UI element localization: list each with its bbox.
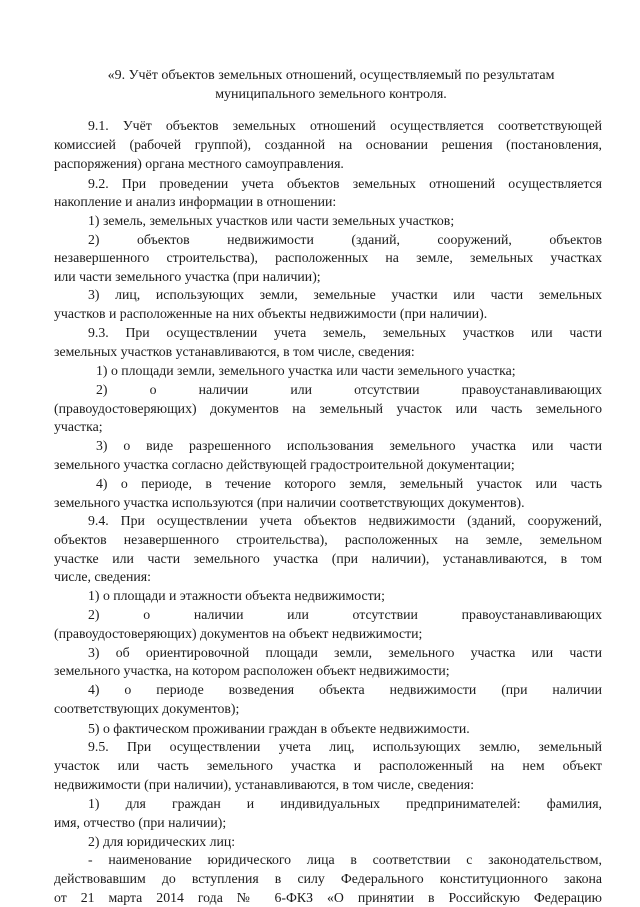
- text-line: комиссией (рабочей группой), созданной на основании решения (постановления,: [54, 137, 602, 152]
- text-line: (правоудостоверяющих) документов на объект недвижимости;: [54, 626, 423, 641]
- text-line: 9.3. При осуществлении учета земель, земельных участков или части: [88, 325, 602, 340]
- text-line: от 21 марта 2014 года № 6-ФКЗ «О принятии в Российскую Федерацию: [54, 890, 602, 905]
- text-line: 4) о периоде возведения объекта недвижимости (при наличии: [88, 682, 602, 697]
- text-line: 5) о фактическом проживании граждан в объекте недвижимости.: [88, 721, 470, 736]
- text-line: 3) о виде разрешенного использования земельного участка или части: [96, 438, 602, 453]
- text-line: 9.5. При осуществлении учета лиц, использующих землю, земельный: [88, 739, 602, 754]
- text-line: объектов незавершенного строительства), расположенных на земле, земельном: [54, 532, 602, 547]
- text-line: 1) земель, земельных участков или части земельных участков;: [88, 213, 455, 228]
- text-line: незавершенного строительства), расположенных на земле, земельных участках: [54, 250, 602, 265]
- text-line: 1) о площади земли, земельного участка или части земельного участка;: [96, 363, 516, 378]
- text-line: 2) о наличии или отсутствии правоустанавливающих: [96, 382, 602, 397]
- text-line: земельного участка, на котором расположен объект недвижимости;: [54, 663, 450, 678]
- text-line: земельных участков устанавливаются, в том числе, сведения:: [54, 344, 415, 359]
- text-line: 3) лиц, использующих земли, земельные участки или части земельных: [88, 287, 602, 302]
- text-line: имя, отчество (при наличии);: [54, 815, 227, 830]
- text-line: 2) для юридических лиц:: [88, 834, 236, 849]
- text-line: 3) об ориентировочной площади земли, земельного участка или части: [88, 645, 602, 660]
- text-line: участке или части земельного участка (при наличии), устанавливаются, в том: [54, 551, 602, 566]
- section-heading: [60, 66, 602, 104]
- text-line: 2) о наличии или отсутствии правоустанавливающих: [88, 607, 602, 622]
- text-line: (правоудостоверяющих) документов на земельный участок или часть земельного: [54, 401, 602, 416]
- text-line: участков и расположенные на них объекты недвижимости (при наличии).: [54, 306, 488, 321]
- text-line: участка;: [54, 419, 103, 434]
- text-line: недвижимости (при наличии), устанавливаются, в том числе, сведения:: [54, 777, 475, 792]
- text-line: 9.1. Учёт объектов земельных отношений осуществляется соответствующей: [88, 118, 602, 133]
- text-line: 2) объектов недвижимости (зданий, сооружений, объектов: [88, 232, 602, 247]
- text-line: 9.2. При проведении учета объектов земельных отношений осуществляется: [88, 176, 602, 191]
- text-line: числе, сведения:: [54, 569, 151, 584]
- text-line: участок или часть земельного участка и расположенный на нем объект: [54, 758, 602, 773]
- section-heading-line-1: «9. Учёт объектов земельных отношений, осуществляемый по результатам: [107, 68, 555, 83]
- text-line: 4) о периоде, в течение которого земля, земельный участок или часть: [96, 476, 602, 491]
- section-heading-line-2: муниципального земельного контроля.: [215, 87, 447, 102]
- text-line: земельного участка согласно действующей градостроительной документации;: [54, 457, 515, 472]
- text-line: распоряжения) органа местного самоуправления.: [54, 156, 344, 171]
- text-line: земельного участка используются (при наличии соответствующих документов).: [54, 495, 525, 510]
- text-line: или части земельного участка (при наличии);: [54, 269, 321, 284]
- text-line: 1) о площади и этажности объекта недвижимости;: [88, 588, 385, 603]
- text-line: накопление и анализ информации в отношении:: [54, 194, 337, 209]
- text-line: действовавшим до вступления в силу Федерального конституционного закона: [54, 871, 602, 886]
- text-line: соответствующих документов);: [54, 701, 240, 716]
- text-line: - наименование юридического лица в соответствии с законодательством,: [88, 852, 602, 867]
- text-line: 9.4. При осуществлении учета объектов недвижимости (зданий, сооружений,: [88, 513, 602, 528]
- text-line: 1) для граждан и индивидуальных предпринимателей: фамилия,: [88, 796, 602, 811]
